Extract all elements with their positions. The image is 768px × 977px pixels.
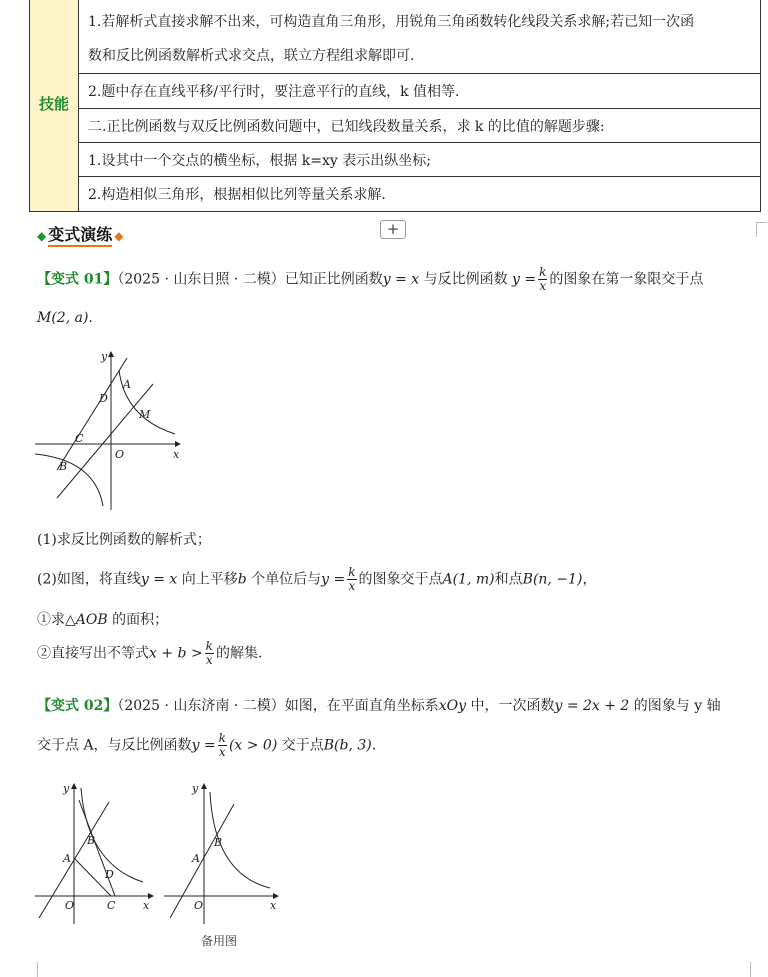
tip-label [30,0,79,211]
q2-eq: y = x [140,571,178,588]
ex1-tag: 【变式 01】 [37,271,118,288]
label-C: C [107,899,116,912]
label-y: y [192,782,199,795]
q2-b: 向上平移 [181,571,238,588]
section-title [37,225,123,247]
hyperbola-q3 [35,454,103,506]
label-D: D [105,868,114,881]
q2-c: 个单位后与 [251,571,322,588]
tip-line-5: 1.设其中一个交点的横坐标，根据 k=xy 表示出纵坐标; [79,142,760,170]
label-M: M [139,408,151,421]
label-D: D [99,392,108,405]
label-O: O [65,899,75,912]
q2-d: 的图象交于点 [358,571,443,588]
ex2-tail: 的图象与 y 轴 [633,698,721,714]
label-A: A [192,852,200,865]
label-y: y [101,350,108,363]
q2-lhs: y = [321,571,346,588]
ex1-q1: (1)求反比例函数的解析式； [37,532,211,548]
q22-frac [205,640,214,667]
frac-num: k [348,565,356,579]
q2-a: (2)如图，将直线 [37,571,141,588]
tip-label-text: 技能 [38,95,69,113]
label-y: y [63,782,70,795]
ex2-eq: y = 2x + 2 [554,698,630,714]
ex1-point-tail: . [88,310,93,326]
figure-1 [35,348,185,512]
ex1-q2-2 [37,640,262,667]
figure-caption: 备用图 [201,934,238,948]
ex2-l2-b: 交于点 [281,737,324,754]
tip-line-2: 数和反比例函数解析式求交点，联立方程组求解即可. [88,48,415,64]
ex1-tail: 的图象在第一象限交于点 [549,271,704,288]
label-O: O [194,899,204,912]
page-corner-mark [750,962,768,977]
q22-a: ②直接写出不等式 [37,645,149,662]
ex2-l2-a: 交于点 A，与反比例函数 [37,737,192,754]
ex1-line-1 [37,266,703,293]
label-C: C [75,432,84,445]
q21-m: △AOB [65,612,108,628]
ex1-mid: 与反比例函数 [423,271,508,288]
figure-2 [35,778,160,928]
q2-pa: A(1, m) [442,571,495,588]
diamond-icon: ◆ [114,229,124,243]
ex1-line-2 [37,310,93,326]
q2-frac [347,566,356,593]
ex2-sys: xOy [438,698,466,714]
ex1-source: （2025 · 山东日照 · 二模）已知正比例函数 [117,271,383,288]
q2-var: b [237,571,247,588]
ex2-mid: 中，一次函数 [470,698,555,714]
frac-num: k [539,265,547,279]
q2-pb: B(n, −1) [522,571,583,588]
frac-den: x [218,745,226,759]
diamond-icon: ◆ [37,229,47,243]
label-B: B [214,836,223,849]
expand-button[interactable]: + [380,220,406,239]
ex2-frac [218,732,227,759]
label-O: O [115,448,125,461]
ex2-pt: B(b, 3) [323,737,372,754]
q21-a: ①求 [37,612,65,628]
label-B: B [59,460,68,473]
ex1-eq1: y = x [382,271,420,288]
frac-num: k [218,731,226,745]
tip-line-1: 1.若解析式直接求解不出来，可构造直角三角形，用锐角三角函数转化线段关系求解;若已知一次函 [88,14,695,30]
page-edge-mark [756,222,767,237]
tip-line-6: 2.构造相似三角形，根据相似比列等量关系求解. [79,176,760,204]
ex1-eq2-lhs: y = [512,271,537,288]
frac-den: x [539,279,547,293]
q22-b: 的解集. [215,645,263,662]
ex2-line-1 [37,695,721,715]
ex2-end: . [371,737,377,754]
label-x: x [143,899,150,912]
frac-den: x [348,579,356,593]
ex1-point: M(2, a) [37,310,89,326]
q22-m: x + b > [149,645,203,662]
ex2-source: （2025 · 山东济南 · 二模）如图，在平面直角坐标系 [117,698,439,714]
page-corner-mark [0,962,38,977]
ex2-l2-lhs: y = [191,737,216,754]
q21-b: 的面积； [112,612,169,628]
label-B: B [87,834,96,847]
ex2-line-2 [37,732,376,759]
frac-den: x [205,653,213,667]
tip-line-3: 2.题中存在直线平移/平行时，要注意平行的直线，k 值相等. [79,73,760,101]
section-title-text: 变式演练 [48,225,112,247]
q2-f: ， [582,571,597,588]
ex1-q2-1 [37,609,168,629]
ex2-tag: 【变式 02】 [37,698,118,714]
ex1-q2 [37,566,596,593]
label-A: A [123,378,131,391]
figure-3 [160,778,285,928]
ex1-frac [538,266,547,293]
label-x: x [270,899,277,912]
tip-table [29,0,761,212]
tip-line-4: 二.正比例函数与双反比例函数问题中，已知线段数量关系，求 k 的比值的解题步骤: [79,108,760,136]
q2-e: 和点 [494,571,523,588]
frac-num: k [205,639,213,653]
ex2-cond: (x > 0) [228,737,278,754]
label-x: x [173,448,180,461]
label-A: A [63,852,71,865]
